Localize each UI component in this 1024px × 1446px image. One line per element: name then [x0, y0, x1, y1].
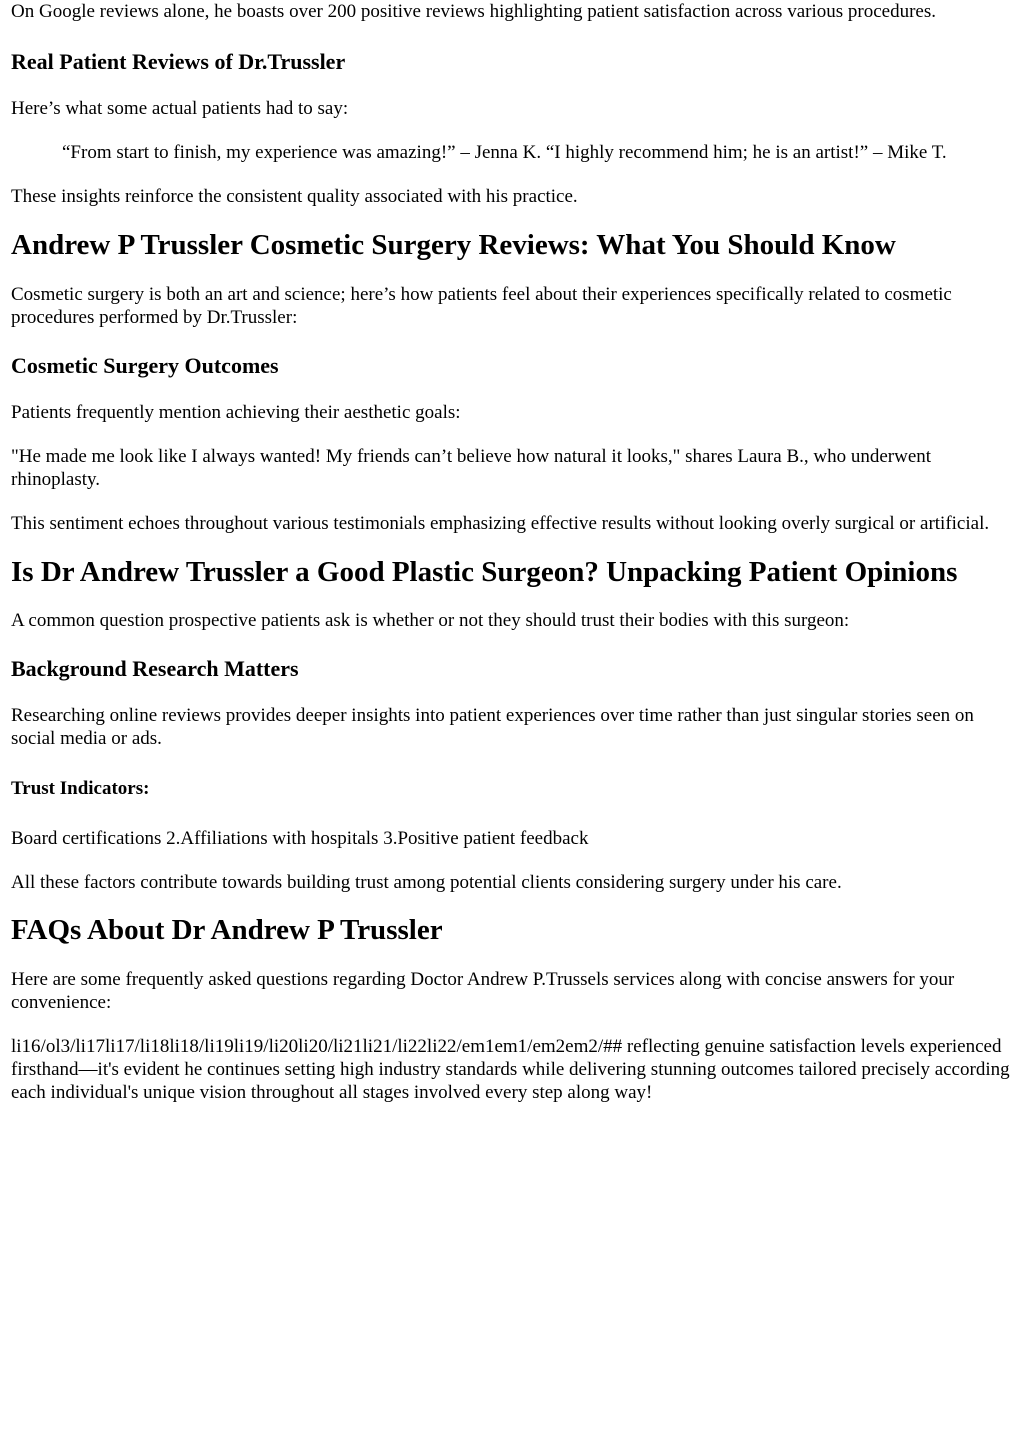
good-surgeon-closing: All these factors contribute towards building trust among potential clients considering surgery under his care.: [11, 872, 842, 893]
cosmetic-reviews-heading: Andrew P Trussler Cosmetic Surgery Reviews: What You Should Know: [11, 229, 896, 261]
real-reviews-closing: These insights reinforce the consistent quality associated with his practice.: [11, 186, 578, 207]
faqs-heading: FAQs About Dr Andrew P Trussler: [11, 914, 443, 946]
trust-indicators-heading: Trust Indicators:: [11, 778, 150, 799]
cosmetic-outcomes-heading: Cosmetic Surgery Outcomes: [11, 353, 279, 378]
cosmetic-outcomes-lead: Patients frequently mention achieving their aesthetic goals:: [11, 402, 461, 423]
cosmetic-intro: Cosmetic surgery is both an art and science; here’s how patients feel about their experiences specifically related to cosmetic procedures performed by Dr.Trussler:: [11, 284, 952, 328]
cosmetic-closing: This sentiment echoes throughout various testimonials emphasizing effective results without looking overly surgical or artificial.: [11, 513, 990, 534]
faqs-intro: Here are some frequently asked questions regarding Doctor Andrew P.Trussels services along with concise answers for your convenience:: [11, 969, 955, 1013]
laura-testimonial: "He made me look like I always wanted! My friends can’t believe how natural it looks," shares Laura B., who underwent rhinoplasty.: [11, 446, 932, 490]
faqs-body: li16/ol3/li17li17/li18li18/li19li19/li20li20/li21li21/li22li22/em1em1/em2em2/## reflecting genuine satisfaction levels experienced firsthand—it's evident he continues setting high industry standards while delivering stunning outcomes tailored precisely according each individual's unique vision throughout all stages involved every step along way!: [11, 1036, 1010, 1103]
real-reviews-heading: Real Patient Reviews of Dr.Trussler: [11, 49, 346, 74]
patient-quote: “From start to finish, my experience was amazing!” – Jenna K. “I highly recommend him; he is an artist!” – Mike T.: [62, 142, 947, 163]
background-research-heading: Background Research Matters: [11, 656, 299, 681]
trust-indicators-list: Board certifications 2.Affiliations with hospitals 3.Positive patient feedback: [11, 828, 589, 849]
good-surgeon-heading: Is Dr Andrew Trussler a Good Plastic Surgeon? Unpacking Patient Opinions: [11, 556, 958, 588]
background-research-text: Researching online reviews provides deeper insights into patient experiences over time rather than just singular stories seen on social media or ads.: [11, 705, 974, 749]
real-reviews-lead: Here’s what some actual patients had to say:: [11, 98, 349, 119]
good-surgeon-intro: A common question prospective patients ask is whether or not they should trust their bodies with this surgeon:: [11, 610, 850, 631]
google-reviews-paragraph: On Google reviews alone, he boasts over 200 positive reviews highlighting patient satisfaction across various procedures.: [11, 1, 936, 22]
